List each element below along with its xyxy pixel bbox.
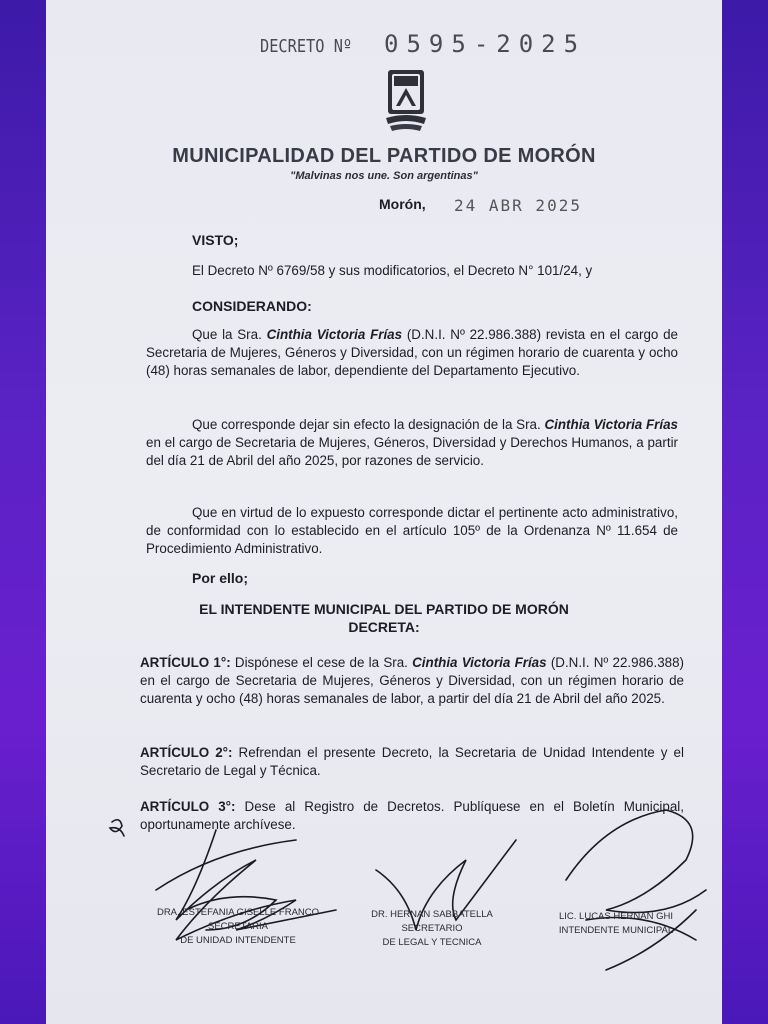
- municipal-crest-icon: [384, 68, 428, 134]
- visto-text: El Decreto Nº 6769/58 y sus modificatorios, el Decreto N° 101/24, y: [192, 263, 593, 278]
- considerando-paragraph-3: Que en virtud de lo expuesto corresponde dictar el pertinente acto administrativo, de conformidad con lo establecido en el artículo 105º de la Ordenanza Nº 11.654 de Procedimiento Administrativo.: [146, 505, 678, 556]
- decree-number: 0595-2025: [384, 30, 587, 58]
- person-name: Cinthia Victoria Frías: [544, 417, 679, 432]
- decree-number-stamp: [260, 30, 586, 58]
- signature-block-ghi: LIC. LUCAS HERNAN GHI INTENDENTE MUNICIPAL: [558, 911, 674, 936]
- municipality-title: MUNICIPALIDAD DEL PARTIDO DE MORÓN: [172, 145, 596, 167]
- considerando-paragraph-2: Que corresponde dejar sin efecto la designación de la Sra. Cinthia Victoria Frías en el cargo de Secretaria de Mujeres, Géneros, Diversidad y Derechos Humanos, a partir del día 21 de Abril del año 2025, por razones de servicio.: [146, 417, 679, 468]
- articulo-1: ARTÍCULO 1°: Dispónese el cese de la Sra. Cinthia Victoria Frías (D.N.I. Nº 22.986.388) en el cargo de Secretaria de Mujeres, Géneros y Diversidad, con un régimen horario de cuarenta y ocho (48) horas semanales de labor, a partir del día 21 de Abril del año 2025.: [140, 655, 684, 706]
- signature-block-franco: DRA. ESTEFANIA GISELLE FRANCO SECRETARIA DE UNIDAD INTENDENTE: [156, 907, 320, 946]
- articulo-2: ARTÍCULO 2°: Refrendan el presente Decreto, la Secretaria de Unidad Intendente y el Secretario de Legal y Técnica.: [140, 745, 684, 778]
- person-name: Cinthia Victoria Frías: [266, 327, 403, 342]
- motto: "Malvinas nos une. Son argentinas": [290, 170, 478, 182]
- considerando-heading: CONSIDERANDO:: [192, 298, 312, 314]
- date-place: Morón,: [379, 196, 426, 212]
- decree-page: [46, 0, 722, 1024]
- visto-heading: VISTO;: [192, 232, 239, 248]
- signature-block-sabbatella: DR. HERNAN SABBATELLA SECRETARIO DE LEGAL Y TECNICA: [371, 909, 493, 948]
- decree-label: DECRETO Nº: [260, 36, 353, 57]
- considerando-paragraph-1: Que la Sra. Cinthia Victoria Frías (D.N.I. Nº 22.986.388) revista en el cargo de Secretaria de Mujeres, Géneros y Diversidad, con un régimen horario de cuarenta y ocho (48) horas semanales de labor, dependiente del Departamento Ejecutivo.: [146, 327, 678, 378]
- decreta-heading: DECRETA:: [348, 619, 420, 635]
- date-stamp: 24 ABR 2025: [454, 196, 582, 215]
- por-ello: Por ello;: [192, 570, 249, 586]
- intendente-heading: EL INTENDENTE MUNICIPAL DEL PARTIDO DE MORÓN: [199, 601, 569, 617]
- articulo-3: ARTÍCULO 3°: Dese al Registro de Decretos. Publíquese en el Boletín Municipal, oportunamente archívese.: [140, 799, 684, 832]
